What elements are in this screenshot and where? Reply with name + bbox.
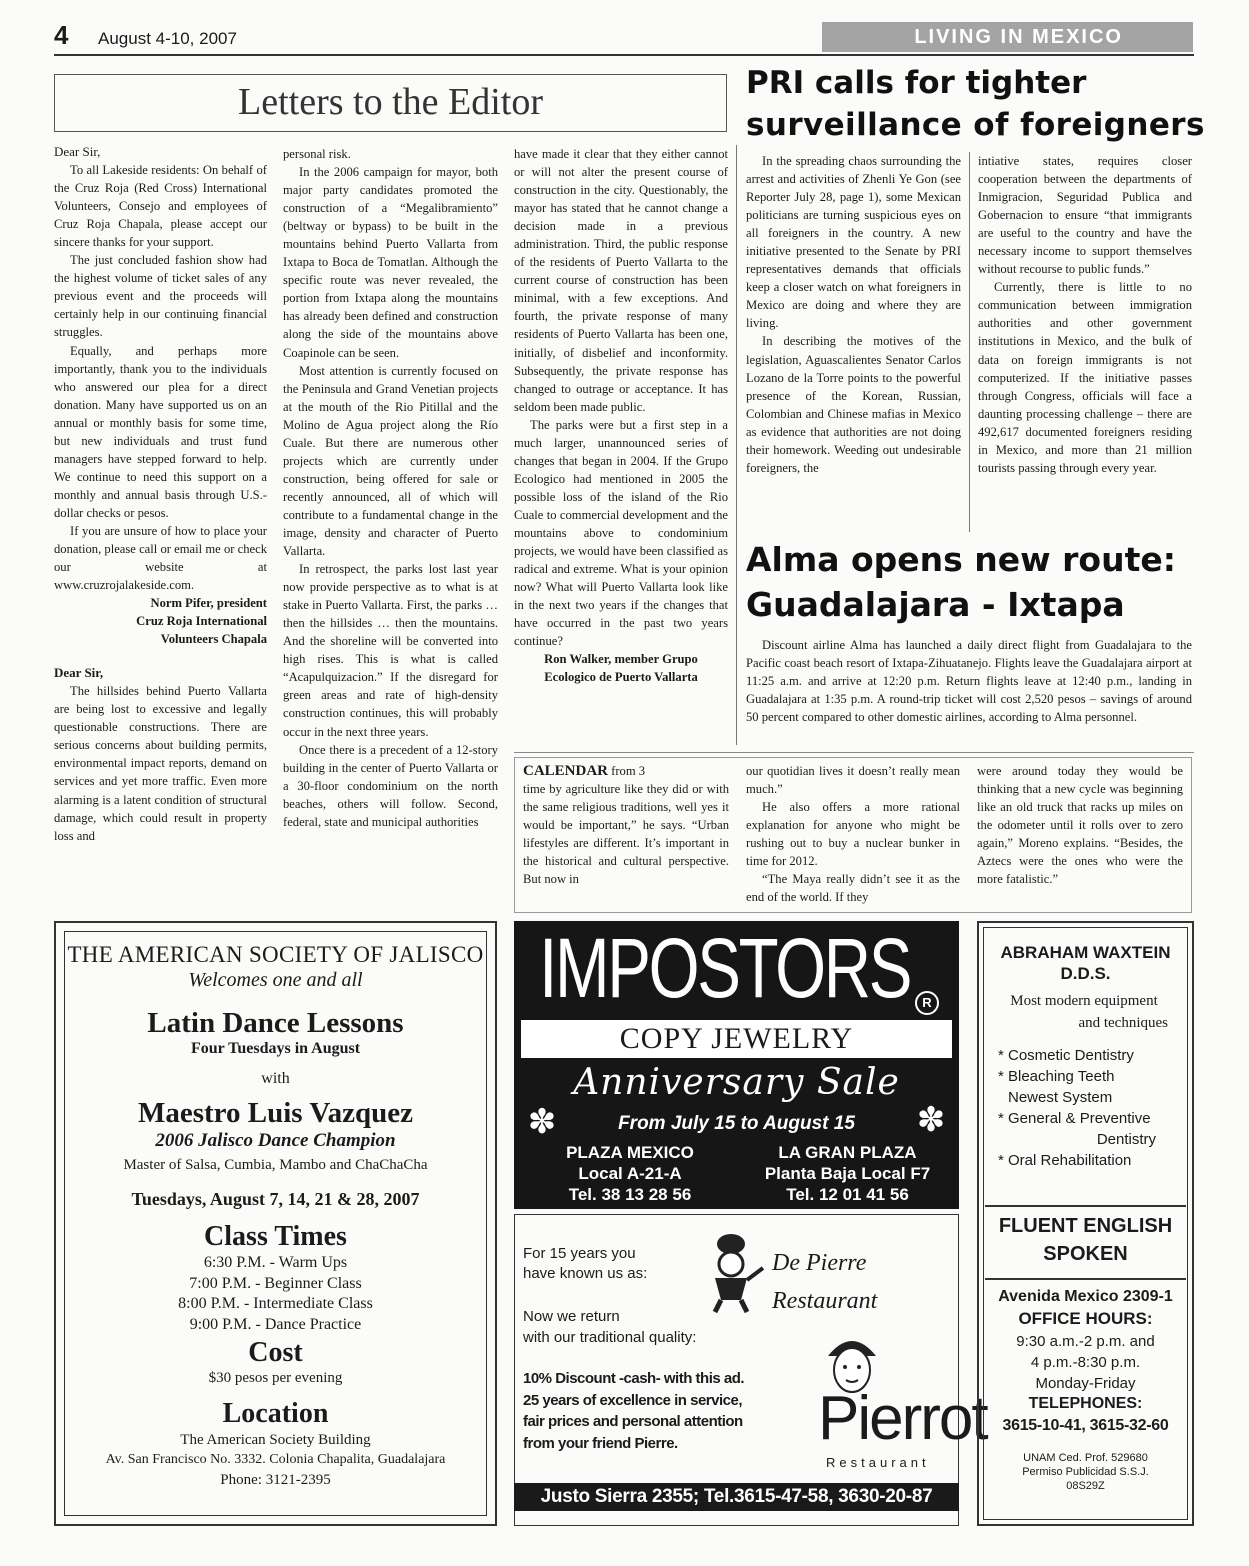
paragraph: The hillsides behind Puerto Vallarta are being lost to excessive and legally questionable constructions. There are serious concerns about building permits, environmental impact reports, demand on services and yet more traffic. Even more alarming is a latent condition of structural damage, which could result in property loss and (54, 684, 267, 843)
location-local: Local A-21-A (578, 1164, 682, 1183)
copy-jewelry: COPY JEWELRY (521, 1020, 952, 1058)
alma-headline-2: Guadalajara - Ixtapa (746, 585, 1125, 624)
dentist-services (998, 1045, 1174, 1171)
dance-lessons-heading: Latin Dance Lessons (147, 1007, 404, 1039)
pierre-line: For 15 years you (523, 1245, 636, 1262)
dentist-name-line: ABRAHAM WAXTEIN (1000, 943, 1171, 962)
cost-heading: Cost (248, 1337, 303, 1368)
office-hours-label: OFFICE HOURS: (1018, 1309, 1153, 1328)
column-rule (736, 145, 737, 745)
maestro-name: Maestro Luis Vazquez (138, 1097, 413, 1129)
location-phone: Phone: 3121-2395 (220, 1472, 331, 1488)
pri-column-2 (978, 152, 1192, 534)
paragraph: He also offers a more rational explanation for anyone who might be rushing out to buy a nuclear bunker in time for 2012. (746, 800, 960, 869)
signature-line: Ron Walker, member Grupo (544, 652, 698, 667)
hours-line: 9:30 a.m.-2 p.m. and (1016, 1333, 1155, 1350)
pierre-line: 25 years of excellence in service, (523, 1391, 742, 1409)
restaurant-label: Restaurant (772, 1288, 878, 1314)
registered-icon: R (915, 991, 939, 1015)
dentist-line: Most modern equipment (1010, 993, 1158, 1009)
flower-icon: ✽ (916, 1102, 946, 1139)
dentist-modern (1000, 990, 1168, 1034)
paragraph: have made it clear that they either cannot or will not alter the present course of construction in the city. Questionably, the mayor has stated that he cannot change a decision made in a previous administration. Third, the public response of the residents of Puerto Vallarta to the current course of construction has been minimal, with a few exceptions. And fourth, the private response of many residents of Puerto Vallarta has been one, initially, of disbelief and inconformity. Subsequently, the private response has changed to outrage or acceptance. It has seldom been made public. (514, 147, 728, 414)
pierrot-restaurant: Restaurant (826, 1455, 930, 1470)
pierre-line: have known us as: (523, 1265, 648, 1282)
pierre-line: 10% Discount -cash- with this ad. (523, 1370, 745, 1387)
service-item: * General & Preventive (998, 1110, 1151, 1127)
service-item: Newest System (1008, 1089, 1113, 1106)
pierre-line: fair prices and personal attention (523, 1413, 743, 1430)
paragraph: The parks were but a first step in a much larger, unannounced series of changes that began in 2004. If the Grupo Ecologico had mentioned in 2005 the possible loss of the island of the Rio Cuale to commercial development and the mountains above to condominium projects, we would have been classified as radical and extreme. What is your opinion now? What will Puerto Vallarta look like in the next two years if the changes that have occurred in the past two years continue? (514, 417, 728, 649)
location-name: LA GRAN PLAZA (778, 1143, 917, 1162)
dentist-license (985, 1451, 1186, 1493)
location-tel: Tel. 38 13 28 56 (568, 1185, 692, 1204)
class-times-heading: Class Times (204, 1221, 347, 1252)
alma-body (746, 636, 1192, 748)
office-hours (985, 1331, 1186, 1394)
paragraph: The just concluded fashion show had the highest volume of ticket sales of any previous event and the proceeds will certainly help in our continuing financial struggles. (54, 253, 267, 340)
pierre-line: from your friend Pierre. (523, 1434, 678, 1452)
paragraph: Currently, there is little to no communication between immigration authorities and other government institutions in Mexico, and the bulk of data on foreign immigrants is not computerized. If the initiative passes through Congress, officials will face a daunting processing challenge – there are 492,617 documented foreigners residing in Mexico, and more than 21 million tourists passing through every year. (978, 280, 1192, 475)
header-rule (54, 54, 1194, 56)
class-time: 9:00 P.M. - Dance Practice (189, 1315, 362, 1333)
pierrot-logo: Pierrot (818, 1384, 987, 1453)
calendar-from: from 3 (611, 764, 646, 778)
fluent-english (985, 1212, 1186, 1268)
pierre-details (523, 1368, 744, 1454)
dance-styles: Master of Salsa, Cumbia, Mambo and ChaChaCha (123, 1157, 428, 1173)
class-time: 6:30 P.M. - Warm Ups (203, 1254, 348, 1271)
pri-column-1 (746, 152, 961, 534)
location-building: The American Society Building (180, 1432, 371, 1448)
fluent-line: SPOKEN (1043, 1243, 1128, 1265)
impostors-brand: IMPOSTORS (539, 921, 911, 1015)
page-number: 4 (54, 20, 69, 50)
hours-line: 4 p.m.-8:30 p.m. (1030, 1354, 1141, 1371)
service-item: * Bleaching Teeth (998, 1068, 1115, 1085)
salutation: Dear Sir, (54, 665, 104, 681)
paragraph: In retrospect, the parks lost last year now provide perspective as to what is at stake in Puerto Vallarta. First, the parks … then the hillsides … then the mountains. And the shoreline will be converted into high rises. This is what is called “Acapulquizacion.” If the disregard for green areas and rate of high-density construction continues, this will probably occur in the next three years. (283, 562, 498, 739)
license-line: Permiso Publicidad S.S.J. (1022, 1466, 1149, 1478)
paragraph: Most attention is currently focused on the Peninsula and Grand Venetian projects at the mouth of the Rio Pitillal and the Molino de Agua project along the Río Cuale. But there are numerous other projects which are currently under construction, being offered for sale or recently announced, all of which will contribute to a fundamental change in the image, density and character of Puerto Vallarta. (283, 363, 498, 559)
paragraph: Equally, and perhaps more importantly, thank you to the individuals who answered our plea for a direct donation. Many have supported us on an annual or monthly basis for some time, but new individuals and trust fund managers have stepped forward to help. We continue to need this support on a monthly and annual basis through U.S.-dollar checks or pesos. (54, 343, 267, 520)
pierre-line: Now we return (523, 1308, 620, 1325)
paragraph: To all Lakeside residents: On behalf of the Cruz Roja (Red Cross) International Volunteers, Consejo and employees of Cruz Roja Chapala, please accept our sincere thanks for your support. (54, 163, 267, 250)
signature-line: Norm Pifer, president (150, 596, 267, 611)
de-pierre-name: De Pierre (772, 1250, 867, 1276)
champion-title: 2006 Jalisco Dance Champion (155, 1130, 396, 1151)
section-banner: LIVING IN MEXICO (822, 22, 1193, 52)
dentist-address: Avenida Mexico 2309-1 (998, 1288, 1173, 1305)
paragraph: intiative states, requires closer cooperation between the departments of Inmigracion, Seguridad Publica and Gobernacion to ensure “that immigrants are useful to the country and have the necessary income to support themselves without recourse to public funds.” (978, 154, 1192, 277)
alma-headline-1: Alma opens new route: (746, 540, 1176, 579)
dentist-rule (985, 1205, 1186, 1207)
dentist-name (985, 942, 1186, 984)
society-title: THE AMERICAN SOCIETY OF JALISCO (67, 942, 484, 967)
license-line: UNAM Ced. Prof. 529680 (1023, 1452, 1148, 1464)
class-time: 8:00 P.M. - Intermediate Class (178, 1295, 373, 1312)
location-name: PLAZA MEXICO (566, 1143, 694, 1162)
letters-column-1 (54, 143, 267, 915)
location-local: Planta Baja Local F7 (764, 1164, 931, 1183)
paragraph: If you are unsure of how to place your donation, please call or email me or check our website at www.cruzrojalakeside.com. (54, 523, 267, 593)
service-item: Dentistry (1096, 1131, 1156, 1148)
cost-price: $30 pesos per evening (208, 1370, 343, 1386)
fluent-line: FLUENT ENGLISH (998, 1215, 1173, 1237)
dentist-degree: D.D.S. (1060, 964, 1111, 983)
anniversary-sale: Anniversary Sale (573, 1062, 900, 1103)
calendar-label: CALENDAR (523, 763, 609, 779)
telephones-label: TELEPHONES: (1028, 1395, 1143, 1412)
hours-line: Monday-Friday (1035, 1375, 1136, 1392)
pri-headline-1: PRI calls for tighter (746, 65, 1087, 101)
pierre-intro (523, 1244, 647, 1284)
paragraph: “The Maya really didn’t see it as the end of the world. If they (746, 872, 960, 905)
paragraph: were around today they would be thinking that a new cycle was beginning like an old truck that racks up miles on the odometer until it rolls over to zero again,” Moreno explains. “Besides, the Aztecs were the ones who were the more fatalistic.” (977, 764, 1183, 887)
dentist-rule (985, 1278, 1186, 1280)
pierre-footer: Justo Sierra 2355; Tel.3615-47-58, 3630-20-87 (514, 1483, 959, 1511)
signature-line: Cruz Roja International (136, 614, 267, 629)
pri-headline-2: surveillance of foreigners (746, 107, 1205, 143)
letters-title: Letters to the Editor (238, 81, 543, 123)
paragraph: personal risk. (283, 147, 351, 161)
chef-icon (695, 1230, 767, 1314)
signature-line: Ecologico de Puerto Vallarta (544, 670, 698, 685)
pierre-line: with our traditional quality: (523, 1329, 697, 1346)
paragraph: our quotidian lives it doesn’t really mean much.” (746, 764, 960, 797)
class-times-list (66, 1253, 485, 1335)
dentist-line: and techniques (1078, 1015, 1168, 1031)
pierre-return (523, 1306, 696, 1348)
gran-plaza-location (740, 1142, 955, 1205)
dance-dates: Tuesdays, August 7, 14, 21 & 28, 2007 (131, 1189, 420, 1209)
location-address: Av. San Francisco No. 3332. Colonia Chapalita, Guadalajara (105, 1452, 446, 1467)
paragraph: Discount airline Alma has launched a daily direct flight from Guadalajara to the Pacific coast beach resort of Ixtapa-Zihuatanejo. Flights leave the Guadalajara airport at 11:25 a.m. and arrive at 12:20 p.m. Return flights leave at 12:40 p.m., landing in Guadalajara at 1:35 p.m. A round-trip ticket will cost 2,520 pesos – savings of around 50 percent compared to other domestic airlines, according to Alma personnel. (746, 638, 1192, 725)
location-heading: Location (222, 1398, 329, 1429)
plaza-mexico-location (530, 1142, 730, 1205)
four-tuesdays: Four Tuesdays in August (190, 1040, 361, 1057)
paragraph: In the 2006 campaign for mayor, both major party candidates promoted the construction of a “Megalibramiento” (beltway or bypass) to be built in the mountains behind Puerto Vallarta from Ixtapa to Boca de Tomatlan. Although the specific route was never revealed, the portion from Ixtapa along the mountains has already been defined and construction along the side of the mountains above Coapinole can be seen. (283, 165, 498, 360)
letters-column-3 (514, 145, 728, 745)
location-tel: Tel. 12 01 41 56 (786, 1185, 909, 1204)
with-text: with (261, 1070, 290, 1087)
class-time: 7:00 P.M. - Beginner Class (189, 1274, 362, 1292)
paragraph: time by agriculture like they did or with the same religious traditions, well yes it would be important,” he says. “Urban lifestyles are different. It’s important in the historical and cultural perspective. But now in (523, 782, 729, 887)
society-welcome: Welcomes one and all (188, 969, 363, 991)
calendar-box (514, 757, 1192, 913)
issue-date: August 4-10, 2007 (98, 29, 237, 48)
flower-icon: ✽ (527, 1104, 557, 1141)
telephone-numbers: 3615-10-41, 3615-32-60 (1002, 1417, 1169, 1434)
letters-column-2 (283, 145, 498, 915)
signature-line: Volunteers Chapala (160, 632, 267, 647)
paragraph: In the spreading chaos surrounding the arrest and activities of Zhenli Ye Gon (see Reporter July 28, page 1), some Mexican politicians are turning suspicious eyes on all foreigners in the country. A new initiative presented to the Senate by PRI representatives demands that officials keep a closer watch on what foreigners in Mexico are doing and where they are living. (746, 154, 961, 331)
salutation: Dear Sir, (54, 144, 101, 159)
service-item: * Oral Rehabilitation (998, 1152, 1132, 1169)
column-rule (969, 152, 970, 532)
sale-dates: From July 15 to August 15 (618, 1113, 855, 1134)
license-line: 08S29Z (1066, 1480, 1105, 1492)
section-rule (514, 752, 1194, 753)
service-item: * Cosmetic Dentistry (998, 1047, 1134, 1064)
paragraph: In describing the motives of the legislation, Aguascalientes Senator Carlos Lozano de la Torre points to the powerful presence of the Korean, Russian, Colombian and Chinese mafias in Mexico as evidence that authorities are not doing their homework. Weeding out undesirable foreigners, the (746, 334, 961, 475)
paragraph: Once there is a precedent of a 12-story building in the center of Puerto Vallarta or a 30-floor condominium on the north beaches, others will follow. Second, federal, state and municipal authorities (283, 742, 498, 829)
